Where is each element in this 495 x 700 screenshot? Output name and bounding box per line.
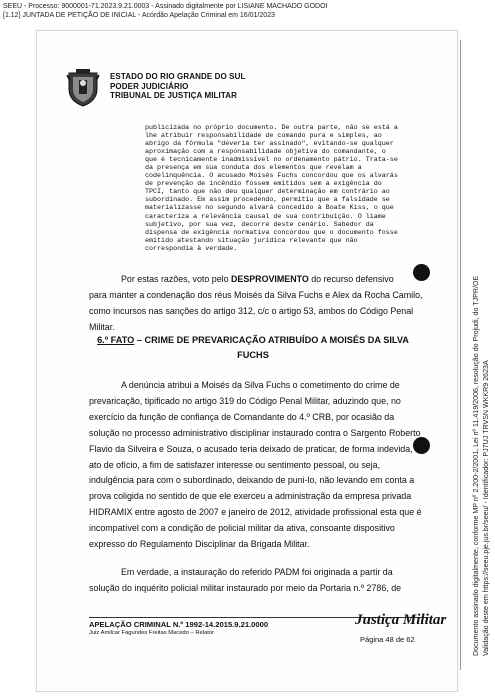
paragraph-line: Flavio da Silveira e Souza, o acusado teria deixado de praticar, de forma indevida, — [89, 443, 413, 454]
quote-line: correspondia à verdade. — [145, 244, 238, 253]
paragraph-padm — [89, 565, 417, 597]
verdict-line-2: para manter a condenação dos réus Moisés da Silva Fuchs e Alex da Rocha Camilo, — [89, 289, 423, 300]
letterhead-court: TRIBUNAL DE JUSTIÇA MILITAR — [110, 91, 237, 100]
quote-line: materializasse no segundo alvará concedido à Boate Kiss, o que — [145, 204, 394, 213]
paragraph-line: HIDRAMIX entre agosto de 2007 e janeiro de 2012, atividade profissional esta que é — [89, 507, 422, 518]
letterhead-power: PODER JUDICIÁRIO — [110, 81, 189, 91]
quote-line: TPCI, tanto que não deu qualquer determinação em contrário ao — [145, 188, 390, 197]
letterhead-state: ESTADO DO RIO GRANDE DO SUL — [110, 72, 246, 81]
quote-line: codelinquência. O acusado Moisés Fuchs concordou que os alvarás — [145, 172, 398, 181]
paragraph-line: prevaricação, tipificado no artigo 319 do Código Penal Militar, aduzindo que, no — [89, 395, 401, 406]
quote-line: dispensa de exigência normativa concordou que o documento fosse — [145, 228, 398, 237]
paragraph-accusation — [89, 378, 422, 553]
quote-line: abrigo da fórmula "deveria ter assinado", evitando-se qualquer — [145, 140, 394, 149]
section-title-2: FUCHS — [237, 350, 269, 360]
state-coat-of-arms-icon — [66, 69, 100, 107]
paragraph-line: A denúncia atribui a Moisés da Silva Fuchs o cometimento do crime de — [121, 380, 400, 390]
verdict-line-3: como incursos nas sanções do artigo 312, c/c o artigo 53, ambos do Código Penal — [89, 305, 414, 316]
quote-line: emitido atestando situação jurídica relevante que não — [145, 236, 358, 245]
footer-case-info — [89, 620, 268, 638]
verdict-text-a: Por estas razões, voto pelo — [121, 274, 232, 284]
paragraph-line: ato de ofício, a fim de satisfazer interesse ou sentimento pessoal, ou seja, — [89, 459, 381, 470]
paragraph-line: solução do inquérito policial militar instaurado por meio da Portaria n.º 2786, de — [89, 582, 402, 593]
signature-note-line-1: Documento assinado digitalmente, conforme MP nº 2.200-2/2001, Lei nº 11.419/2006, resolução do Projudi, do TJPR/OE — [472, 275, 480, 656]
justica-militar-logo: Justiça Militar — [355, 612, 447, 628]
paragraph-line: solução no processo administrativo disciplinar instaurado contra o Sargento Roberto — [89, 427, 421, 438]
verdict-decision: DESPROVIMENTO — [231, 274, 309, 284]
quote-line: caracteriza a relevância causal de sua contribuição. O liame — [145, 212, 386, 221]
verdict-line-1 — [89, 272, 417, 288]
paragraph-line: expresso do Regulamento Disciplinar da Brigada Militar. — [89, 539, 310, 550]
quote-line: aproximação com a responsabilidade objetiva do comandante, o — [145, 148, 386, 157]
paragraph-line: Em verdade, a instauração do referido PADM foi originada a partir da — [121, 567, 393, 577]
quote-line: subordinado. Em assim procedendo, permitiu que a falsidade se — [145, 196, 390, 205]
paragraph-line: indulgência para com o subordinado, deixando de puni-lo, não levando em conta a — [89, 475, 415, 486]
block-quote — [145, 124, 411, 253]
section-title-1: – CRIME DE PREVARICAÇÃO ATRIBUÍDO A MOISÉS DA SILVA — [134, 335, 409, 345]
system-header-line-1: SEEU - Processo: 9000001-71.2023.9.21.0003 - Assinado digitalmente por LISIANE MACHADO GODOI — [3, 3, 328, 10]
signature-note-line-2: Validação deste em https://seeu.pje.jus.br/seeu/ - Identificador: PJ7UJ TRVSN WKKR9 2623A — [481, 360, 490, 656]
verdict-text-b: do recurso defensivo — [308, 274, 394, 284]
letterhead — [110, 72, 245, 101]
paragraph-verdict — [89, 272, 423, 336]
page-number: Página 48 de 62 — [360, 635, 415, 644]
quote-line: da presença em sua conduta dos elementos que revelam a — [145, 164, 362, 173]
footer-rapporteur: Juiz Amilcar Fagundes Freitas Macedo – Relator — [89, 630, 215, 636]
system-header-line-2: [1.12] JUNTADA DE PETIÇÃO DE INICIAL - Acórdão Apelação Criminal em 16/01/2023 — [3, 12, 275, 19]
paragraph-line: prova coligida no sentido de que ele exerceu a administração da empresa privada — [89, 491, 412, 502]
quote-line: de prevenção de incêndio fossem emitidos sem a exigência do — [145, 180, 382, 189]
quote-line: lhe atribuir responsabilidade de comando pura e simples, ao — [145, 132, 382, 141]
digital-signature-note — [472, 56, 495, 656]
quote-line: publicizada no próprio documento. De outra parte, não se está a — [145, 124, 398, 132]
paragraph-line: incompatível com a condição de policial militar da ativa, consoante dispositivo — [89, 523, 395, 534]
section-heading — [89, 333, 417, 363]
quote-line: que é tecnicamente inadmissível no ordenamento pátrio. Trata-se — [145, 156, 398, 165]
section-number: 6.º FATO — [97, 335, 135, 345]
verdict-line-4: Militar. — [89, 321, 115, 332]
paragraph-line: exercício da função de confiança de Comandante do 4.º CRB, por ocasião da — [89, 411, 395, 422]
footer-case-number: APELAÇÃO CRIMINAL N.º 1992-14.2015.9.21.0000 — [89, 620, 269, 629]
quote-line: subjetivo, por sua vez, decorre deste cenário. Sabedor da — [145, 220, 374, 229]
